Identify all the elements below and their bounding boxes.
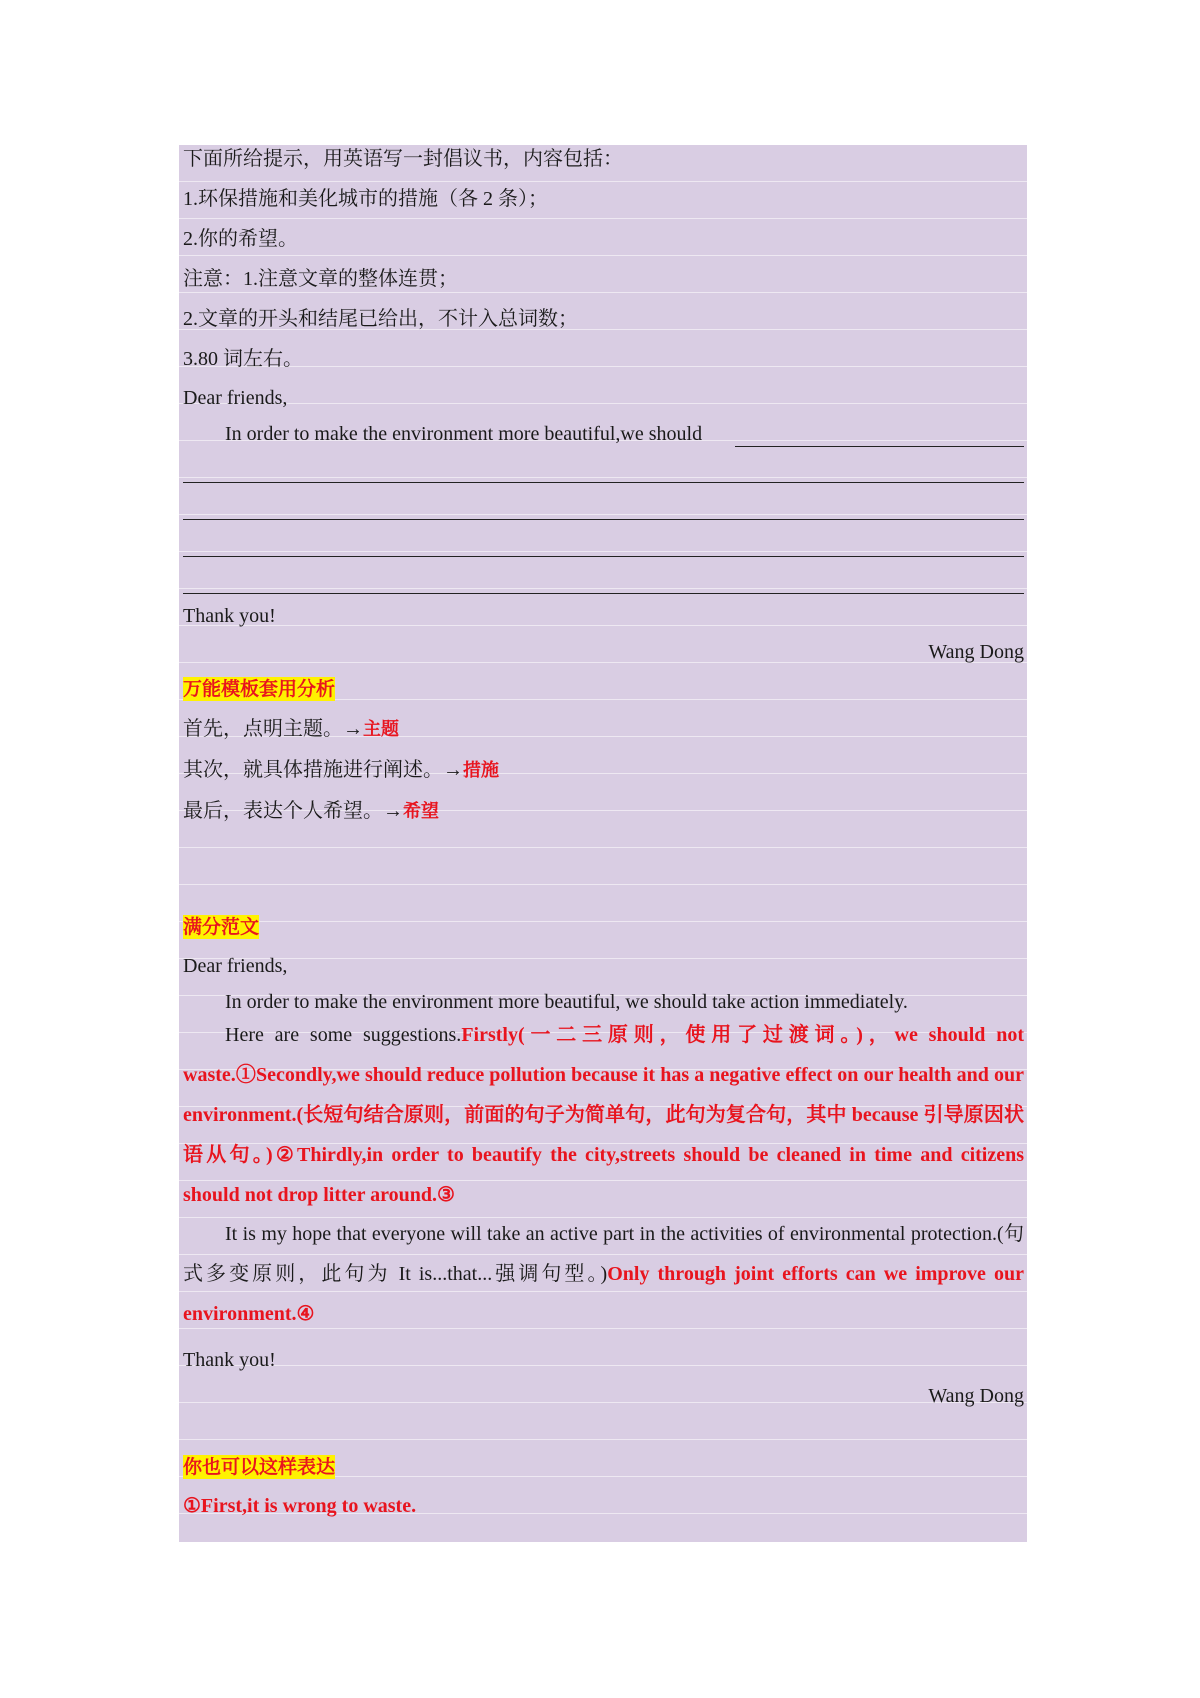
writing-blank-1[interactable] xyxy=(735,446,1024,447)
writing-blank-2[interactable] xyxy=(183,482,1024,483)
sample-p2-rest: Secondly,we should reduce pollution because it has a negative effect on our health and our environment.(长短句结合原则，前面的句子为简单句，此句为复合句，其中 because 引导原因状语从句。)②Thirdly,in order to beautify the city,streets should be cleaned in time and citizens should not drop litter around.③ xyxy=(183,1064,1024,1206)
sample-p3-emphasis: Only through joint efforts can we improve our environment.④ xyxy=(183,1263,1024,1325)
writing-blank-3[interactable] xyxy=(183,519,1024,520)
prompt-line-5: 2.文章的开头和结尾已给出，不计入总词数； xyxy=(183,308,578,330)
sample-signature: Wang Dong xyxy=(928,1385,1024,1407)
analysis-item-text: 其次，就具体措施进行阐述。→ xyxy=(183,759,463,781)
analysis-heading: 万能模板套用分析 xyxy=(183,678,336,700)
sample-greeting: Dear friends, xyxy=(183,955,288,977)
analysis-item-tag: 希望 xyxy=(403,801,439,822)
prompt-line-6: 3.80 词左右。 xyxy=(183,348,303,370)
sample-p2-intro: Here are some suggestions. xyxy=(225,1024,462,1046)
sample-paragraph-3 xyxy=(183,1214,1024,1334)
alternatives-heading: 你也可以这样表达 xyxy=(183,1456,336,1478)
prompt-opening-line xyxy=(225,422,1024,446)
prompt-line-4: 注意：1.注意文章的整体连贯； xyxy=(183,268,458,290)
analysis-heading-line xyxy=(183,677,1024,701)
analysis-item-1 xyxy=(183,717,1024,742)
prompt-signature: Wang Dong xyxy=(928,641,1024,663)
analysis-item-text: 最后，表达个人希望。→ xyxy=(183,800,403,822)
document-panel xyxy=(179,145,1027,1542)
prompt-line-3: 2.你的希望。 xyxy=(183,228,298,250)
prompt-opening-text: In order to make the environment more beautiful,we should xyxy=(225,423,703,445)
prompt-line-1: 下面所给提示，用英语写一封倡议书，内容包括： xyxy=(183,148,623,170)
sample-closing: Thank you! xyxy=(183,1349,276,1371)
sample-p2-firstly: Firstly(一二三原则，使用了过渡词。)，we should not waste.① xyxy=(183,1024,1024,1086)
sample-heading-line xyxy=(183,915,1024,939)
analysis-item-tag: 措施 xyxy=(463,760,499,781)
analysis-item-3 xyxy=(183,799,1024,824)
alternatives-item-1: ①First,it is wrong to waste. xyxy=(183,1495,417,1517)
sample-paragraph-2 xyxy=(183,1015,1024,1215)
writing-blank-4[interactable] xyxy=(183,556,1024,557)
sample-p3-hope: It is my hope that everyone will take an active part in the activities of environmental protection.(句式多变原则，此句为 It is...that...强调句型。) xyxy=(183,1223,1024,1285)
writing-blank-5[interactable] xyxy=(183,593,1024,594)
alternatives-heading-line xyxy=(183,1455,1024,1479)
prompt-line-2: 1.环保措施和美化城市的措施（各 2 条）； xyxy=(183,188,548,210)
analysis-item-tag: 主题 xyxy=(363,719,399,740)
analysis-item-text: 首先，点明主题。→ xyxy=(183,718,363,740)
prompt-greeting: Dear friends, xyxy=(183,387,288,409)
sample-heading: 满分范文 xyxy=(183,916,260,938)
prompt-closing: Thank you! xyxy=(183,605,276,627)
sample-paragraph-1: In order to make the environment more beautiful, we should take action immediately. xyxy=(225,991,908,1013)
analysis-item-2 xyxy=(183,758,1024,783)
